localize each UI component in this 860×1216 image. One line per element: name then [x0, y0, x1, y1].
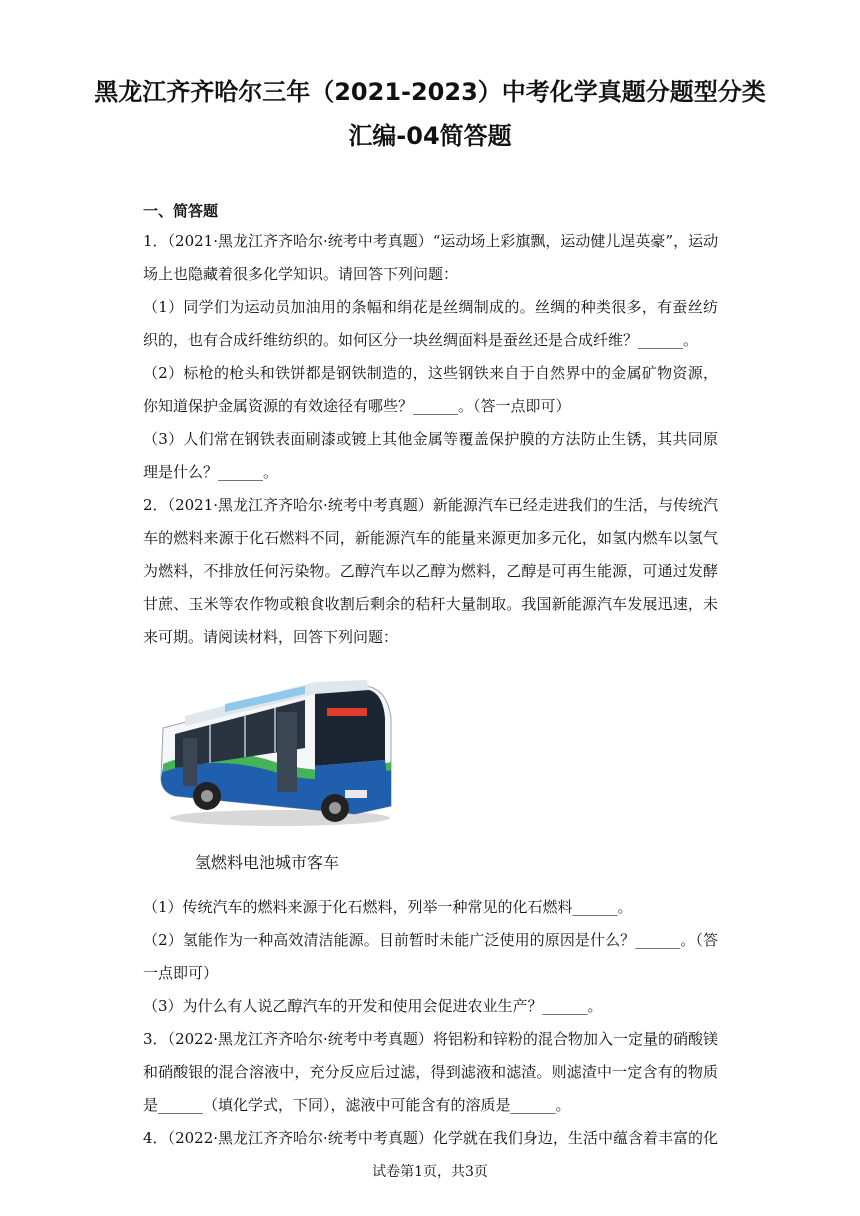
text-line: 甘蔗、玉米等农作物或粮食收割后剩余的秸秆大量制取。我国新能源汽车发展迅速，未: [143, 595, 718, 613]
text-line: 理是什么？______。: [143, 463, 279, 481]
text-line: （2）氢能作为一种高效清洁能源。目前暂时未能广泛使用的原因是什么？______。（答: [143, 931, 718, 949]
text-line: 场上也隐藏着很多化学知识。请回答下列问题：: [143, 265, 459, 283]
text-line: 2．（2021·黑龙江齐齐哈尔·统考中考真题）新能源汽车已经走进我们的生活，与传统汽: [143, 496, 718, 514]
text-line: 为燃料，不排放任何污染物。乙醇汽车以乙醇为燃料，乙醇是可再生能源，可通过发酵: [143, 562, 718, 580]
page-footer: 试卷第1页，共3页: [372, 1164, 488, 1180]
text-line: 和硝酸银的混合溶液中，充分反应后过滤，得到滤液和滤渣。则滤渣中一定含有的物质: [143, 1063, 718, 1081]
bus-photo: [155, 668, 395, 833]
text-line: 来可期。请阅读材料，回答下列问题：: [143, 628, 399, 646]
hydrogen-bus-image: [155, 668, 395, 833]
text-line: 车的燃料来源于化石燃料不同，新能源汽车的能量来源更加多元化，如氢内燃车以氢气: [143, 529, 718, 547]
text-line: （3）为什么有人说乙醇汽车的开发和使用会促进农业生产？______。: [143, 997, 603, 1015]
text-line: 你知道保护金属资源的有效途径有哪些？______。（答一点即可）: [143, 397, 571, 415]
section-heading: 一、简答题: [143, 202, 219, 220]
text-line: 4．（2022·黑龙江齐齐哈尔·统考中考真题）化学就在我们身边，生活中蕴含着丰富的化: [143, 1129, 718, 1147]
text-line: 是______（填化学式，下同），滤液中可能含有的溶质是______。: [143, 1096, 571, 1114]
text-line: 1．（2021·黑龙江齐齐哈尔·统考中考真题）“运动场上彩旗飘，运动健儿逞英豪”，运动: [143, 232, 718, 250]
document-title-line-2: 汇编-04简答题: [348, 122, 512, 150]
document-title-line-1: 黑龙江齐齐哈尔三年（2021-2023）中考化学真题分题型分类: [94, 78, 766, 106]
text-line: （1）同学们为运动员加油用的条幅和绢花是丝绸制成的。丝绸的种类很多，有蚕丝纺: [143, 298, 718, 316]
text-line: （3）人们常在钢铁表面刷漆或镀上其他金属等覆盖保护膜的方法防止生锈，其共同原: [143, 430, 718, 448]
text-line: （2）标枪的枪头和铁饼都是钢铁制造的，这些钢铁来自于自然界中的金属矿物资源，: [143, 364, 718, 382]
text-line: 一点即可）: [143, 964, 219, 982]
text-line: （1）传统汽车的燃料来源于化石燃料，列举一种常见的化石燃料______。: [143, 898, 633, 916]
text-line: 织的，也有合成纤维纺织的。如何区分一块丝绸面料是蚕丝还是合成纤维？______。: [143, 331, 699, 349]
image-caption: 氢燃料电池城市客车: [195, 853, 340, 872]
text-line: 3．（2022·黑龙江齐齐哈尔·统考中考真题）将铝粉和锌粉的混合物加入一定量的硝酸镁: [143, 1030, 718, 1048]
